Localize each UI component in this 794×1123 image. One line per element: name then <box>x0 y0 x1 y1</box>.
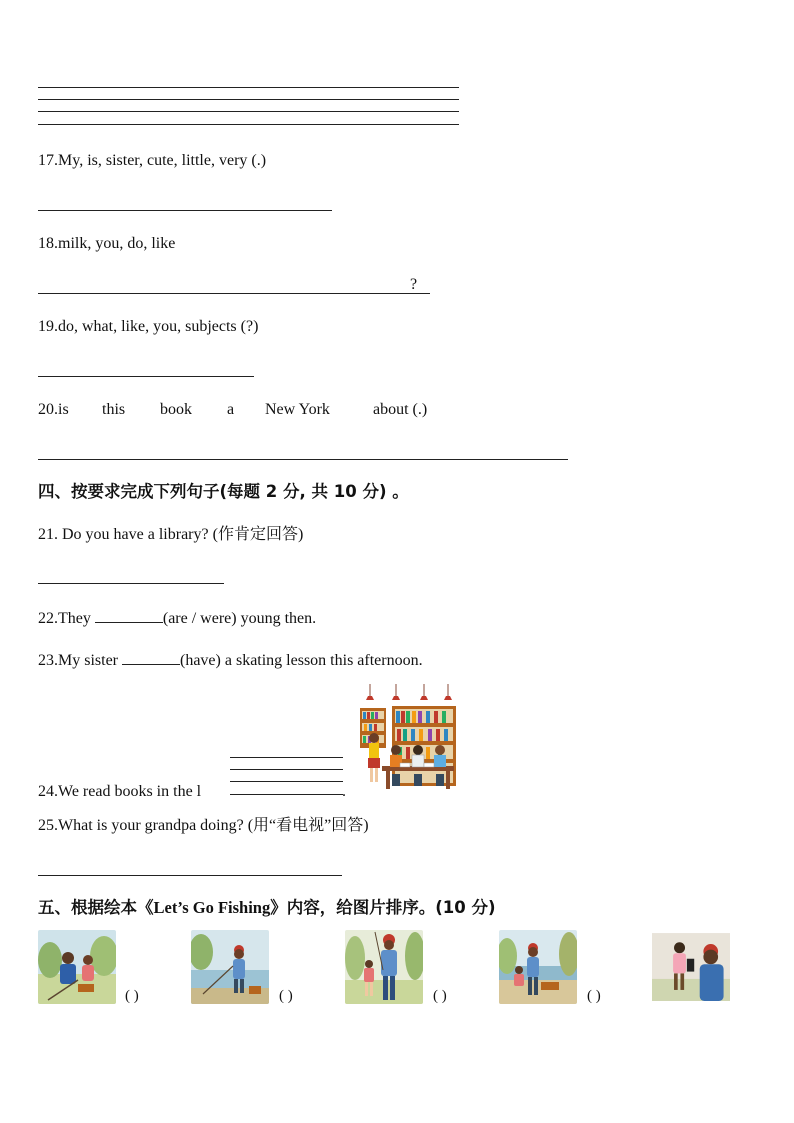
story-picture-3 <box>345 930 423 1004</box>
q24-line[interactable] <box>230 794 343 795</box>
q22-prefix: 22.They <box>38 610 91 627</box>
question-18: 18.milk, you, do, like <box>38 235 176 252</box>
answer-line <box>38 99 459 100</box>
section-5-title-suffix: 》内容，给图片排序。(10 分) <box>270 898 496 917</box>
question-21: 21. Do you have a library? (作肯定回答) <box>38 526 304 543</box>
question-18-end-mark: ? <box>410 276 418 293</box>
answer-line <box>38 111 459 112</box>
q24-line <box>230 781 343 782</box>
question-25: 25.What is your grandpa doing? (用“看电视”回答) <box>38 817 369 834</box>
question-23 <box>38 650 423 671</box>
answer-line-21[interactable] <box>38 583 224 584</box>
story-picture-4 <box>499 930 577 1004</box>
answer-line-17[interactable] <box>38 210 332 211</box>
answer-line-18[interactable] <box>38 293 430 294</box>
q20-word: about (.) <box>373 401 428 418</box>
question-24-suffix: . <box>342 783 346 800</box>
question-22 <box>38 608 316 629</box>
order-blank-4[interactable]: ( ) <box>587 988 601 1004</box>
library-illustration <box>356 684 458 790</box>
q20-word: this <box>102 401 126 418</box>
answer-line-20[interactable] <box>38 459 568 460</box>
answer-line <box>38 124 459 125</box>
book-title: Let’s Go Fishing <box>153 898 271 917</box>
answer-line-19[interactable] <box>38 376 254 377</box>
section-5-title-prefix: 五、根据绘本《 <box>38 898 154 917</box>
order-blank-3[interactable]: ( ) <box>433 988 447 1004</box>
answer-line-25[interactable] <box>38 875 342 876</box>
story-picture-1 <box>38 930 116 1004</box>
question-17: 17.My, is, sister, cute, little, very (.) <box>38 152 267 169</box>
story-picture-2 <box>191 930 269 1004</box>
q23-blank[interactable] <box>122 650 180 665</box>
q23-suffix: (have) a skating lesson this afternoon. <box>180 652 423 669</box>
q24-line <box>230 757 343 758</box>
question-24-prefix: 24.We read books in the l <box>38 783 202 800</box>
q22-blank[interactable] <box>95 608 163 623</box>
q20-word: New York <box>265 401 330 418</box>
story-picture-5 <box>652 930 730 1004</box>
section-5-title <box>38 897 496 919</box>
q24-line <box>230 769 343 770</box>
section-4-title: 四、按要求完成下列句子(每题 2 分, 共 10 分) 。 <box>38 482 409 501</box>
order-blank-2[interactable]: ( ) <box>279 988 293 1004</box>
q20-word: 20.is <box>38 401 69 418</box>
q20-word: a <box>227 401 235 418</box>
answer-line <box>38 87 459 88</box>
question-19: 19.do, what, like, you, subjects (?) <box>38 318 259 335</box>
order-blank-1[interactable]: ( ) <box>125 988 139 1004</box>
q22-suffix: (are / were) young then. <box>162 610 317 627</box>
q20-word: book <box>160 401 192 418</box>
q23-prefix: 23.My sister <box>38 652 118 669</box>
